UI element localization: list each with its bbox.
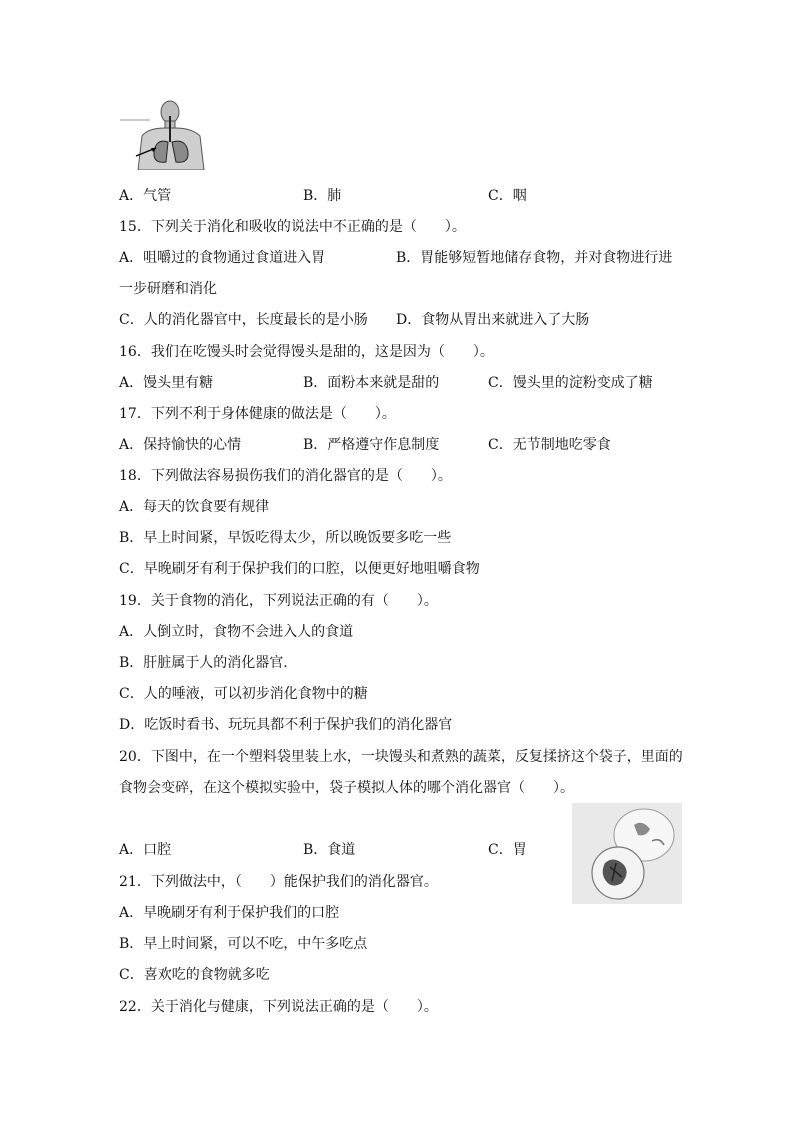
q19-option-c[interactable]: C．人的唾液，可以初步消化食物中的糖: [119, 686, 368, 702]
q22-stem: 22．关于消化与健康，下列说法正确的是（ ）。: [119, 999, 438, 1015]
q14-option-c[interactable]: C．咽: [488, 188, 527, 204]
q15-stem: 15．下列关于消化和吸收的说法中不正确的是（ ）。: [119, 219, 466, 235]
q19-option-d[interactable]: D．吃饭时看书、玩玩具都不利于保护我们的消化器官: [119, 717, 453, 733]
q18-option-b[interactable]: B．早上时间紧，早饭吃得太少，所以晚饭要多吃一些: [119, 530, 452, 546]
q18-stem: 18．下列做法容易损伤我们的消化器官的是（ ）。: [119, 468, 452, 484]
q15-option-d[interactable]: D．食物从胃出来就进入了大肠: [396, 312, 590, 328]
q21-option-a[interactable]: A．早晚刷牙有利于保护我们的口腔: [119, 905, 340, 921]
bag-photo-image: [572, 803, 682, 904]
q20-stem-line1: 20．下图中，在一个塑料袋里装上水，一块馒头和煮熟的蔬菜，反复揉挤这个袋子，里面的: [119, 749, 683, 765]
q14-option-b[interactable]: B．肺: [303, 188, 342, 204]
q20-option-a[interactable]: A．口腔: [119, 842, 172, 858]
q19-option-b[interactable]: B．肝脏属于人的消化器官.: [119, 655, 288, 671]
q20-option-b[interactable]: B．食道: [303, 842, 356, 858]
plastic-bag-experiment-figure: [572, 803, 682, 904]
q14-option-a[interactable]: A．气管: [119, 188, 172, 204]
q20-stem-line2: 食物会变碎，在这个模拟实验中，袋子模拟人体的哪个消化器官（ ）。: [119, 780, 574, 796]
q15-option-c[interactable]: C．人的消化器官中，长度最长的是小肠: [119, 312, 368, 328]
q17-option-a[interactable]: A．保持愉快的心情: [119, 437, 242, 453]
q15-option-b-cont: 一步研磨和消化: [119, 281, 217, 297]
q17-option-c[interactable]: C．无节制地吃零食: [488, 437, 611, 453]
q18-option-c[interactable]: C．早晚刷牙有利于保护我们的口腔，以便更好地咀嚼食物: [119, 561, 480, 577]
q16-option-a[interactable]: A．馒头里有糖: [119, 375, 214, 391]
q21-option-b[interactable]: B．早上时间紧，可以不吃，中午多吃点: [119, 936, 368, 952]
q17-stem: 17．下列不利于身体健康的做法是（ ）。: [119, 406, 396, 422]
q16-option-c[interactable]: C．馒头里的淀粉变成了糖: [488, 375, 653, 391]
q20-option-c[interactable]: C．胃: [488, 842, 527, 858]
q21-stem: 21．下列做法中，（ ）能保护我们的消化器官。: [119, 874, 438, 890]
q15-option-a[interactable]: A．咀嚼过的食物通过食道进入胃: [119, 250, 326, 266]
q17-option-b[interactable]: B．严格遵守作息制度: [303, 437, 440, 453]
q16-stem: 16．我们在吃馒头时会觉得馒头是甜的，这是因为（ ）。: [119, 344, 494, 360]
respiratory-system-figure: [120, 100, 212, 170]
q19-option-a[interactable]: A．人倒立时，食物不会进入人的食道: [119, 624, 354, 640]
q19-stem: 19．关于食物的消化，下列说法正确的有（ ）。: [119, 593, 438, 609]
q21-option-c[interactable]: C．喜欢吃的食物就多吃: [119, 967, 270, 983]
q15-option-b[interactable]: B．胃能够短暂地储存食物，并对食物进行进: [396, 250, 673, 266]
q16-option-b[interactable]: B．面粉本来就是甜的: [303, 375, 440, 391]
respiratory-diagram-image: [120, 100, 212, 170]
q18-option-a[interactable]: A．每天的饮食要有规律: [119, 499, 270, 515]
